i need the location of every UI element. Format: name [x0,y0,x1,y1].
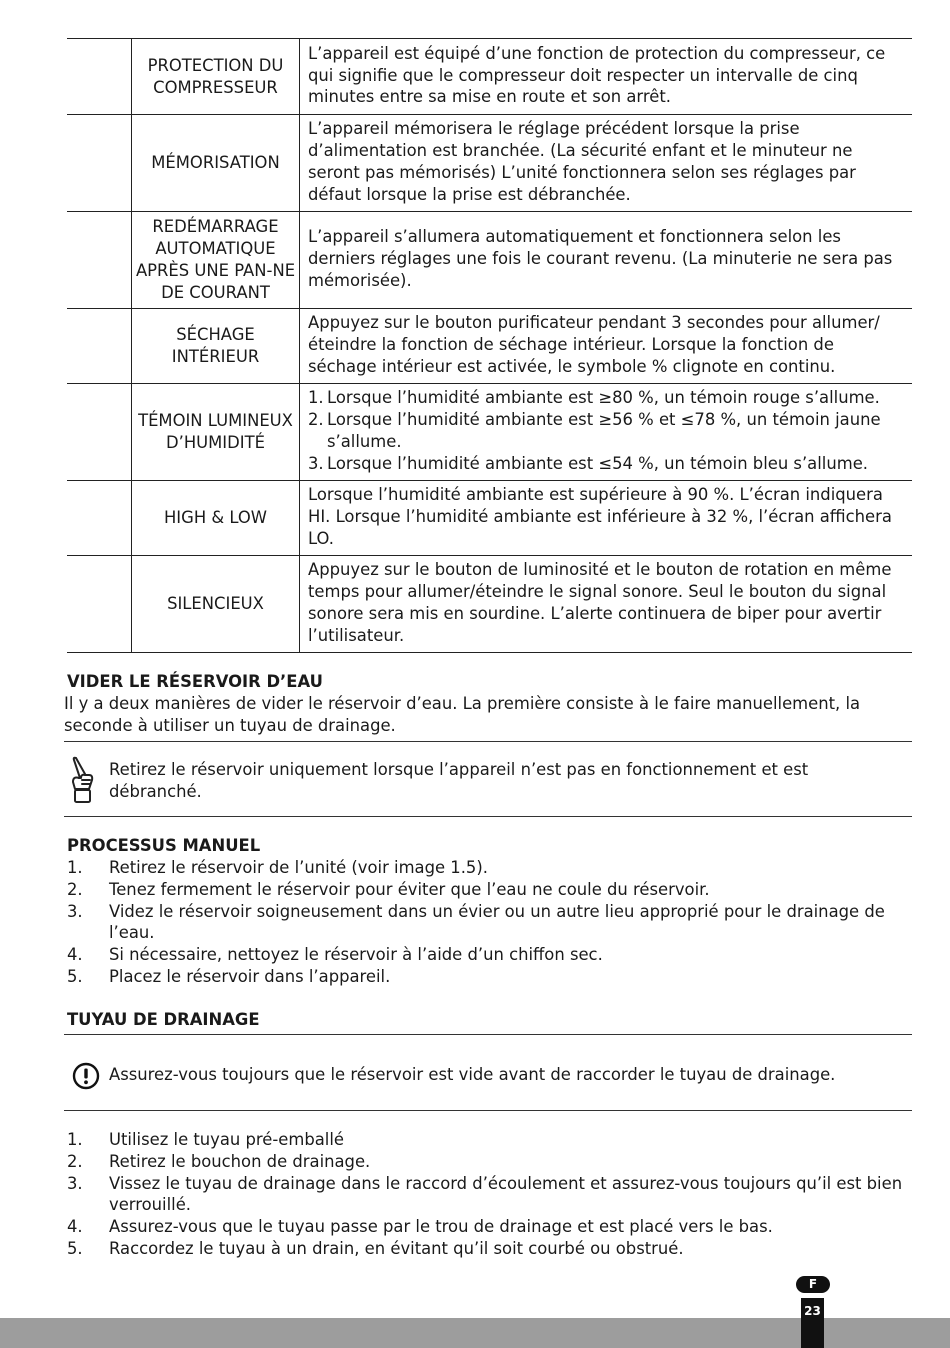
divider [64,816,912,817]
empty-cell [67,39,132,115]
feature-row [67,309,912,384]
step-text: Placez le réservoir dans l’appareil. [109,966,391,986]
item-number: 1. [308,388,324,408]
feature-name: REDÉMARRAGE AUTOMATIQUE APRÈS UNE PAN-NE DE COURANT [132,212,300,309]
item-number: 3. [308,453,324,473]
list-item [67,1238,912,1260]
feature-row [67,115,912,212]
manual-steps [67,857,912,988]
feature-row [67,39,912,115]
step-text: Assurez-vous que le tuyau passe par le trou de drainage et est placé vers le bas. [109,1217,773,1237]
feature-name: PROTECTION DU COMPRESSEUR [132,39,300,115]
drain-heading: TUYAU DE DRAINAGE [67,1010,260,1029]
empty-cell [67,384,132,481]
step-text: Vissez le tuyau de drainage dans le raccord d’écoulement et assurez-vous toujours qu’il est bien verrouillé. [109,1173,903,1215]
humidity-indicator-list [308,387,906,474]
feature-description: L’appareil mémorisera le réglage précédent lorsque la prise d’alimentation est branchée. (La sécurité enfant et le minuteur ne seront pas mémorisés) L’unité fonctionnera selon ses réglages par défaut lorsque la prise est débranchée. [300,115,913,212]
feature-description: Lorsque l’humidité ambiante est supérieure à 90 %. L’écran indiquera HI. Lorsque l’humidité ambiante est inférieure à 32 %, l’écran affichera LO. [300,481,913,556]
drain-steps [67,1129,912,1260]
empty-cell [67,212,132,309]
pointing-hand-icon [70,756,96,804]
empty-tank-heading: VIDER LE RÉSERVOIR D’EAU [67,672,323,691]
step-text: Tenez fermement le réservoir pour éviter que l’eau ne coule du réservoir. [109,879,710,899]
step-number: 1. [67,1130,83,1149]
feature-name: MÉMORISATION [132,115,300,212]
empty-cell [67,115,132,212]
step-text: Retirez le réservoir de l’unité (voir image 1.5). [109,858,488,877]
feature-description: L’appareil est équipé d’une fonction de protection du compresseur, ce qui signifie que le compresseur doit respecter un intervalle de cinq minutes entre sa mise en route et son arrêt. [300,39,913,115]
empty-cell [67,309,132,384]
step-number: 3. [67,901,83,921]
features-table [67,38,912,653]
feature-name: HIGH & LOW [132,481,300,556]
feature-description: Appuyez sur le bouton purificateur pendant 3 secondes pour allumer/éteindre la fonction de séchage intérieur. Lorsque la fonction de séchage intérieur est activée, le symbole % clignote en continu. [300,309,913,384]
divider [64,1034,912,1035]
step-number: 5. [67,1238,83,1258]
feature-description: Appuyez sur le bouton de luminosité et le bouton de rotation en même temps pour allumer/éteindre le signal sonore. Seul le bouton du signal sonore sera mis en sourdine. L’alerte continuera de biper pour avertir l’utilisateur. [300,556,913,653]
feature-row [67,556,912,653]
list-item [67,879,912,901]
feature-name: TÉMOIN LUMINEUX D’HUMIDITÉ [132,384,300,481]
divider [64,741,912,742]
step-number: 2. [67,879,83,899]
step-number: 4. [67,1217,83,1237]
feature-name: SILENCIEUX [132,556,300,653]
item-text: Lorsque l’humidité ambiante est ≥56 % et ≤78 %, un témoin jaune s’allume. [327,410,881,451]
list-item [308,453,906,475]
step-number: 2. [67,1151,83,1171]
item-number: 2. [308,410,324,430]
list-item [67,966,912,988]
step-number: 5. [67,966,83,986]
divider [64,1110,912,1111]
feature-name: SÉCHAGE INTÉRIEUR [132,309,300,384]
list-item [67,1129,912,1151]
list-item [67,944,912,966]
manual-heading: PROCESSUS MANUEL [67,836,261,855]
step-number: 1. [67,858,83,877]
item-text: Lorsque l’humidité ambiante est ≥80 %, un témoin rouge s’allume. [327,388,880,408]
feature-row [67,481,912,556]
empty-cell [67,481,132,556]
step-text: Raccordez le tuyau à un drain, en évitant qu’il soit courbé ou obstrué. [109,1238,684,1258]
step-text: Utilisez le tuyau pré-emballé [109,1130,344,1149]
step-text: Retirez le bouchon de drainage. [109,1151,371,1171]
step-text: Videz le réservoir soigneusement dans un évier ou un autre lieu approprié pour le drainage de l’eau. [109,901,885,943]
empty-cell [67,556,132,653]
list-item [67,901,912,945]
list-item [67,1151,912,1173]
feature-description [300,384,913,481]
feature-row [67,212,912,309]
step-number: 4. [67,945,83,965]
list-item [67,857,912,879]
drain-warning: Assurez-vous toujours que le réservoir est vide avant de raccorder le tuyau de drainage. [109,1065,836,1084]
exclamation-circle-icon [72,1062,100,1090]
step-text: Si nécessaire, nettoyez le réservoir à l’aide d’un chiffon sec. [109,945,603,965]
list-item [308,387,906,409]
list-item [67,1216,912,1238]
tank-note: Retirez le réservoir uniquement lorsque l’appareil n’est pas en fonctionnement et est débranché. [109,760,809,801]
feature-row [67,384,912,481]
empty-tank-intro: Il y a deux manières de vider le réservoir d’eau. La première consiste à le faire manuellement, la seconde à utiliser un tuyau de drainage. [64,694,861,735]
language-badge: F [796,1276,830,1293]
page-number: 23 [801,1298,824,1348]
feature-description: L’appareil s’allumera automatiquement et fonctionnera selon les derniers réglages une fois le courant revenu. (La minuterie ne sera pas mémorisée). [300,212,913,309]
list-item [67,1173,912,1217]
step-number: 3. [67,1173,83,1193]
item-text: Lorsque l’humidité ambiante est ≤54 %, un témoin bleu s’allume. [327,453,868,473]
list-item [308,409,906,453]
